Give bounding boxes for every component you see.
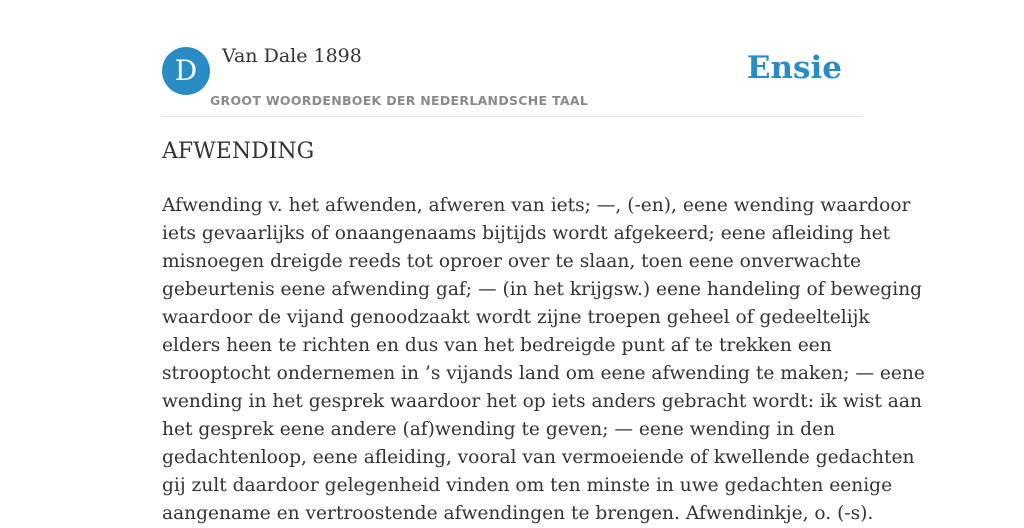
- headword: AFWENDING: [162, 139, 315, 164]
- source-avatar: D: [162, 47, 210, 95]
- definition-text: [162, 192, 925, 528]
- definition-line: aangename en vertroostende afwendingen te brengen. Afwendinkje, o. (-s).: [162, 503, 874, 524]
- source-title[interactable]: Van Dale 1898: [222, 45, 362, 67]
- definition-line: Afwending v. het afwenden, afweren van iets; —, (-en), eene wending waardoor: [162, 195, 911, 216]
- definition-line: gij zult daardoor gelegenheid vinden om ten minste in uwe gedachten eenige: [162, 475, 893, 496]
- definition-line: strooptocht ondernemen in ’s vijands land om eene afwending te maken; — eene: [162, 363, 925, 384]
- brand-logo[interactable]: Ensie: [746, 50, 842, 86]
- definition-line: wending in het gesprek waardoor het op iets anders gebracht wordt: ik wist aan: [162, 391, 922, 412]
- source-subtitle: GROOT WOORDENBOEK DER NEDERLANDSCHE TAAL: [210, 93, 589, 108]
- definition-line: iets gevaarlijks of onaangenaams bijtijds wordt afgekeerd; eene afleiding het: [162, 223, 891, 244]
- definition-line: het gesprek eene andere (af)wending te geven; — eene wending in den: [162, 419, 836, 440]
- definition-line: elders heen te richten en dus van het bedreigde punt af te trekken een: [162, 335, 832, 356]
- definition-line: waardoor de vijand genoodzaakt wordt zijne troepen geheel of gedeeltelijk: [162, 307, 870, 328]
- definition-line: gedachtenloop, eene afleiding, vooral van vermoeiende of kwellende gedachten: [162, 447, 915, 468]
- entry-header: [162, 0, 862, 117]
- definition-line: gebeurtenis eene afwending gaf; — (in het krijgsw.) eene handeling of beweging: [162, 279, 923, 300]
- definition-line: misnoegen dreigde reeds tot oproer over te slaan, toen eene onverwachte: [162, 251, 862, 272]
